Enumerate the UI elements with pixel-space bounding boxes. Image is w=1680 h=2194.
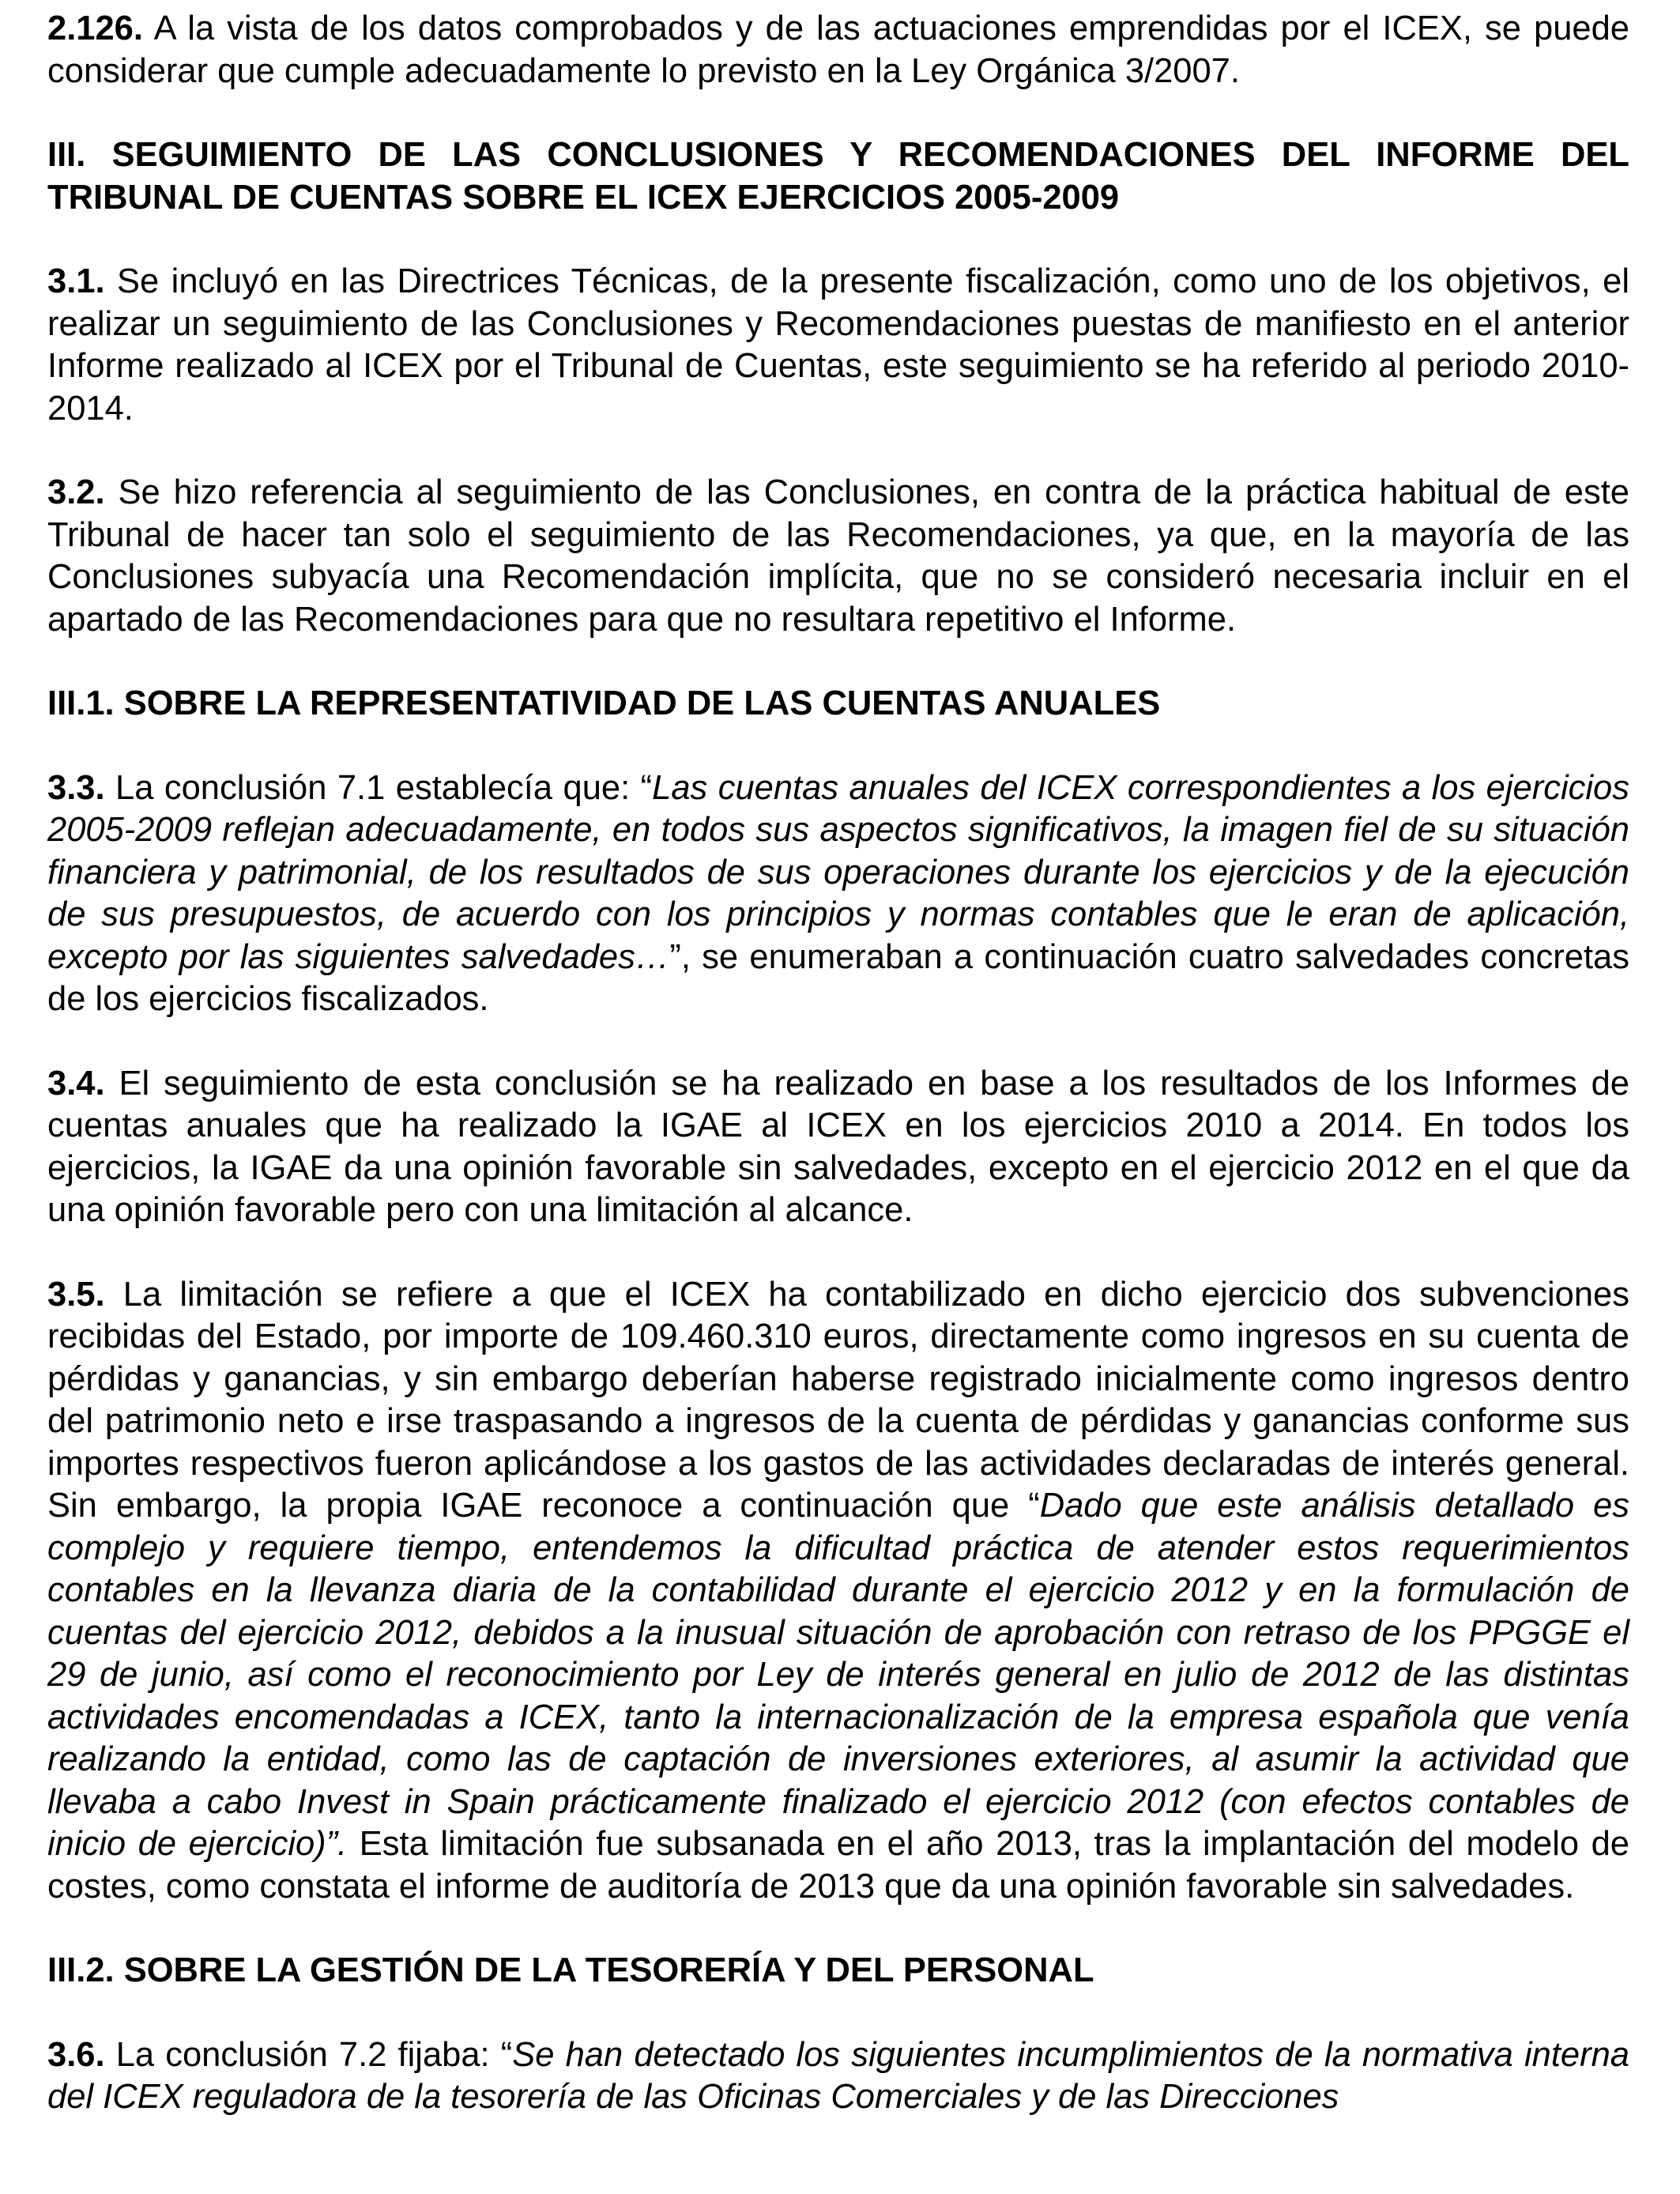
quoted-conclusion: Se han detectado los siguientes incumplimientos de la normativa interna del ICEX reguladora de la tesorería de las Oficinas Comerciales y de las Direcciones — [47, 2035, 1630, 2116]
paragraph-3-1 — [47, 261, 1629, 430]
paragraph-number: 3.1. — [47, 262, 105, 300]
quoted-conclusion: Las cuentas anuales del ICEX correspondientes a los ejercicios 2005-2009 reflejan adecuadamente, en todos sus aspectos significativos, la imagen fiel de su situación financiera y patrimonial, de los resultados de sus operaciones durante los ejercicios y de la ejecución de sus presupuestos, de acuerdo con los principios y normas contables que le eran de aplicación, excepto por las siguientes salvedades… — [47, 768, 1629, 976]
section-heading-iii-2: III.2. SOBRE LA GESTIÓN DE LA TESORERÍA Y DEL PERSONAL — [47, 1951, 1094, 1989]
section-heading-iii-1: III.1. SOBRE LA REPRESENTATIVIDAD DE LAS CUENTAS ANUALES — [47, 684, 1161, 722]
paragraph-text: A la vista de los datos comprobados y de las actuaciones emprendidas por el ICEX, se puede considerar que cumple adecuadamente lo previsto en la Ley Orgánica 3/2007. — [47, 9, 1629, 90]
paragraph-3-3 — [47, 767, 1629, 1021]
paragraph-number: 3.2. — [47, 473, 105, 511]
section-heading-iii: III. SEGUIMIENTO DE LAS CONCLUSIONES Y RECOMENDACIONES DEL INFORME DEL TRIBUNAL DE CUENTAS SOBRE EL ICEX EJERCICIOS 2005-2009 — [47, 136, 1629, 217]
paragraph-text: El seguimiento de esta conclusión se ha realizado en base a los resultados de los Informes de cuentas anuales que ha realizado la IGAE al ICEX en los ejercicios 2010 a 2014. En todos los ejercicios, la IGAE da una opinión favorable sin salvedades, excepto en el ejercicio 2012 en el que da una opinión favorable pero con una limitación al alcance. — [47, 1064, 1629, 1229]
quoted-igae-text: Dado que este análisis detallado es complejo y requiere tiempo, entendemos la dificultad práctica de atender estos requerimientos contables en la llevanza diaria de la contabilidad durante el ejercicio 2012 y en la formulación de cuentas del ejercicio 2012, debidos a la inusual situación de aprobación con retraso de los PPGGE el 29 de junio, así como el reconocimiento por Ley de interés general en julio de 2012 de las distintas actividades encomendadas a ICEX, tanto la internacionalización de la empresa española que venía realizando la entidad, como las de captación de inversiones exteriores, al asumir la actividad que llevaba a cabo Invest in Spain prácticamente finalizado el ejercicio 2012 (con efectos contables de inicio de ejercicio)”. — [47, 1487, 1629, 1863]
paragraph-2-126 — [47, 8, 1629, 92]
paragraph-number: 2.126. — [47, 9, 143, 47]
paragraph-text: Se incluyó en las Directrices Técnicas, de la presente fiscalización, como uno de los objetivos, el realizar un seguimiento de las Conclusiones y Recomendaciones puestas de manifiesto en el anterior Informe realizado al ICEX por el Tribunal de Cuentas, este seguimiento se ha referido al periodo 2010-2014. — [47, 262, 1629, 428]
paragraph-3-6 — [47, 2034, 1629, 2119]
paragraph-outro: Esta limitación fue subsanada en el año 2013, tras la implantación del modelo de costes, como constata el informe de auditoría de 2013 que da una opinión favorable sin salvedades. — [47, 1825, 1629, 1906]
paragraph-3-5 — [47, 1274, 1629, 1909]
paragraph-intro: La conclusión 7.1 establecía que: “ — [104, 768, 653, 807]
paragraph-3-2 — [47, 472, 1629, 641]
paragraph-number: 3.6. — [47, 2035, 105, 2074]
paragraph-outro: ”, se enumeraban a continuación cuatro salvedades concretas de los ejercicios fiscalizados. — [47, 937, 1629, 1018]
document-page — [47, 8, 1629, 2119]
paragraph-number: 3.4. — [47, 1064, 105, 1103]
paragraph-text: Se hizo referencia al seguimiento de las Conclusiones, en contra de la práctica habitual de este Tribunal de hacer tan solo el seguimiento de las Recomendaciones, ya que, en la mayoría de las Conclusiones subyacía una Recomendación implícita, que no se consideró necesaria incluir en el apartado de las Recomendaciones para que no resultara repetitivo el Informe. — [47, 473, 1629, 639]
paragraph-number: 3.3. — [47, 768, 105, 807]
paragraph-intro: La conclusión 7.2 fijaba: “ — [104, 2035, 513, 2074]
paragraph-intro: La limitación se refiere a que el ICEX ha contabilizado en dicho ejercicio dos subvenciones recibidas del Estado, por importe de 109.460.310 euros, directamente como ingresos en su cuenta de pérdidas y ganancias, y sin embargo deberían haberse registrado inicialmente como ingresos dentro del patrimonio neto e irse traspasando a ingresos de la cuenta de pérdidas y ganancias conforme sus importes respectivos fueron aplicándose a los gastos de las actividades declaradas de interés general. Sin embargo, la propia IGAE reconoce a continuación que “ — [47, 1275, 1629, 1525]
paragraph-3-4 — [47, 1063, 1629, 1232]
paragraph-number: 3.5. — [47, 1275, 105, 1314]
